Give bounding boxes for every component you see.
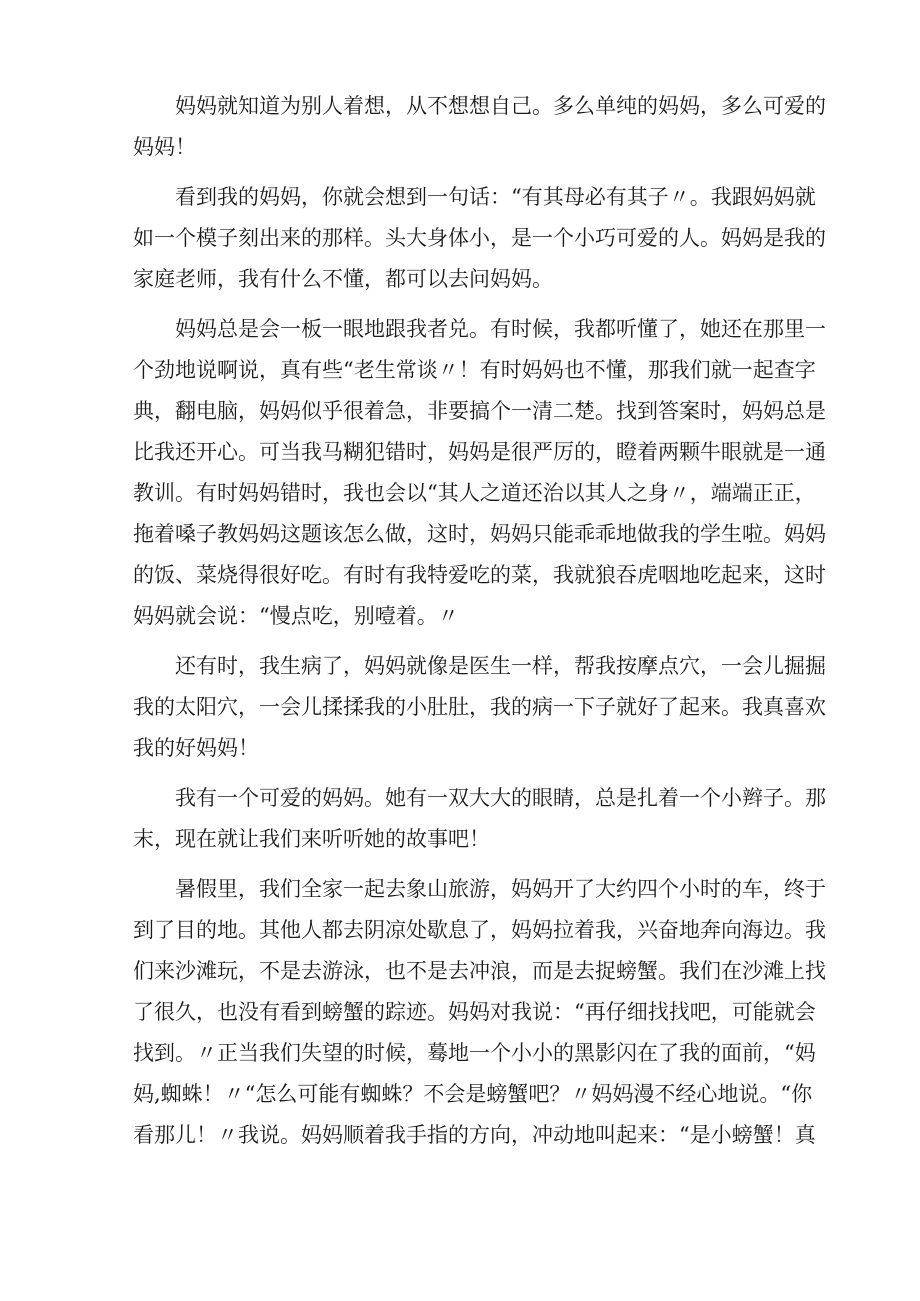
text-line: 了很久，也没有看到螃蟹的踪迹。妈妈对我说：“再仔细找找吧，可能就会 — [133, 1000, 816, 1024]
text-line: 家庭老师，我有什么不懂，都可以去问妈妈。 — [133, 267, 553, 291]
text-line: 看那儿！〃我说。妈妈顺着我手指的方向，冲动地叫起来：“是小螃蟹！真 — [133, 1123, 816, 1147]
text-line: 典，翻电脑，妈妈似乎很着急，非要搞个一清二楚。找到答案时，妈妈总是 — [133, 399, 826, 423]
document-body — [133, 86, 826, 1156]
paragraph — [133, 309, 826, 637]
text-line: 拖着嗓子教妈妈这题该怎么做，这时，妈妈只能乖乖地做我的学生啦。妈妈 — [133, 522, 826, 546]
text-line: 末，现在就让我们来听听她的故事吧！ — [133, 827, 490, 851]
paragraph — [133, 86, 826, 168]
text-line: 到了目的地。其他人都去阴凉处歇息了，妈妈拉着我，兴奋地奔向海边。我 — [133, 918, 826, 942]
text-line: 还有时，我生病了，妈妈就像是医生一样，帮我按摩点穴，一会儿掘掘 — [175, 654, 826, 678]
text-line: 教训。有时妈妈错时，我也会以“其人之道还治以其人之身〃，端端正正， — [133, 481, 816, 505]
text-line: 如一个模子刻出来的那样。头大身体小，是一个小巧可爱的人。妈妈是我的 — [133, 226, 826, 250]
text-line: 的饭、菜烧得很好吃。有时有我特爱吃的菜，我就狼吞虎咽地吃起来，这时 — [133, 563, 826, 587]
paragraph — [133, 177, 826, 300]
text-line: 妈妈！ — [133, 135, 196, 159]
text-line: 妈妈就知道为别人着想，从不想想自己。多么单纯的妈妈，多么可爱的 — [175, 94, 826, 118]
text-line: 暑假里，我们全家一起去象山旅游，妈妈开了大约四个小时的车，终于 — [175, 877, 826, 901]
text-line: 妈妈就会说：“慢点吃，别噎着。〃 — [133, 604, 459, 628]
text-line: 看到我的妈妈，你就会想到一句话：“有其母必有其子〃。我跟妈妈就 — [175, 185, 816, 209]
text-line: 我的好妈妈！ — [133, 736, 259, 760]
text-line: 我有一个可爱的妈妈。她有一双大大的眼睛，总是扎着一个小辫子。那 — [175, 786, 826, 810]
paragraph — [133, 869, 826, 1156]
text-line: 妈妈总是会一板一眼地跟我者兑。有时候，我都听懂了，她还在那里一 — [175, 317, 826, 341]
paragraph — [133, 646, 826, 769]
text-line: 妈,蜘蛛！〃“怎么可能有蜘蛛？不会是螃蟹吧？〃妈妈漫不经心地说。“你 — [133, 1082, 813, 1106]
text-line: 个劲地说啊说，真有些“老生常谈〃！有时妈妈也不懂，那我们就一起查字 — [133, 358, 816, 382]
text-line: 找到。〃正当我们失望的时候，蓦地一个小小的黑影闪在了我的面前，“妈 — [133, 1041, 816, 1065]
text-line: 我的太阳穴，一会儿揉揉我的小肚肚，我的病一下子就好了起来。我真喜欢 — [133, 695, 826, 719]
paragraph — [133, 778, 826, 860]
text-line: 们来沙滩玩，不是去游泳，也不是去冲浪，而是去捉螃蟹。我们在沙滩上找 — [133, 959, 826, 983]
text-line: 比我还开心。可当我马糊犯错时，妈妈是很严厉的，瞪着两颗牛眼就是一通 — [133, 440, 826, 464]
